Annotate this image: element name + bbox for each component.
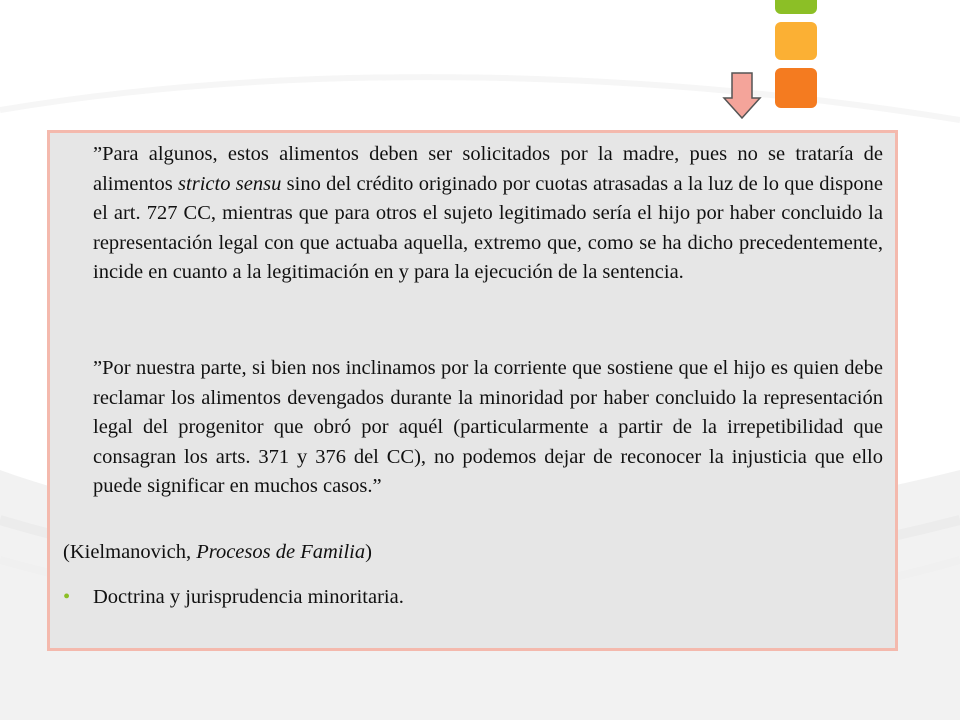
quote-paragraph-1 — [93, 140, 883, 288]
decor-square-yellow — [775, 22, 817, 60]
citation-close: ) — [365, 541, 372, 563]
decor-square-orange — [775, 68, 817, 108]
quote-p1-text-b: sino del crédito originado por cuotas atrasadas a la luz de lo que dispone el art. 727 CC, mientras que para otros el sujeto legitimado sería el hijo por haber concluido la representación legal con que actuaba aquella, extremo que, como se ha dicho precedentemente, incide en cuanto a la legitimación en y para la ejecución de la sentencia. — [93, 172, 884, 283]
bullet-icon: • — [63, 586, 71, 608]
down-arrow-icon — [722, 72, 762, 120]
quote-paragraph-2: ”Por nuestra parte, si bien nos inclinamos por la corriente que sostiene que el hijo es quien debe reclamar los alimentos devengados durante la minoridad por haber concluido la representación legal del progenitor que obró por aquél (particularmente a partir de la irrepetibilidad que consagran los arts. 371 y 376 del CC), no podemos dejar de reconocer la injusticia que ello puede significar en muchos casos.” — [93, 357, 883, 497]
bullet-text: Doctrina y jurisprudencia minoritaria. — [93, 586, 404, 608]
bullet-item — [63, 586, 404, 609]
quote-p1-text-a: ”Para algunos, estos alimentos deben ser solicitados por la madre, pues no se trataría de alimentos — [93, 143, 883, 195]
quote-p1-emphasis: stricto sensu — [178, 172, 282, 195]
decor-square-green — [775, 0, 817, 14]
citation — [63, 541, 372, 564]
citation-title: Procesos de Familia — [196, 541, 366, 563]
citation-author: (Kielmanovich, — [63, 541, 197, 563]
